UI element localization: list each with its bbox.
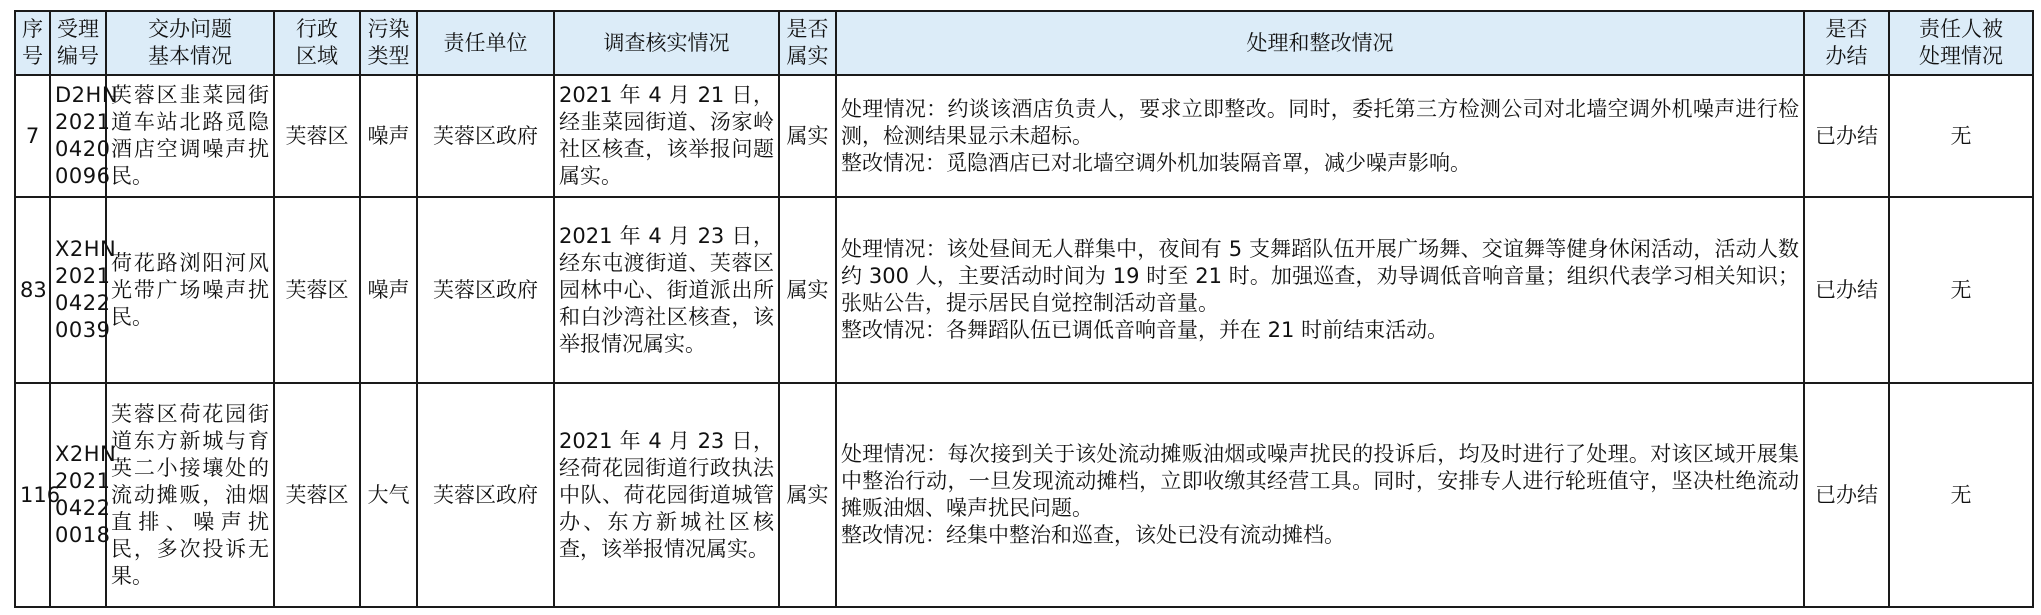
cell-handling: [836, 197, 1804, 383]
cell-investigation: 2021 年 4 月 21 日，经韭菜园街道、汤家岭社区核查，该举报问题属实。: [554, 75, 779, 197]
cell-issue: 芙蓉区荷花园街道东方新城与育英二小接壤处的流动摊贩，油烟直排、噪声扰民，多次投诉无果。: [106, 383, 274, 607]
cell-index: 83: [15, 197, 50, 383]
cell-truth: 属实: [779, 197, 836, 383]
table-row: [15, 197, 2033, 383]
header-case-id: 受理 编号: [50, 11, 106, 75]
cell-penalty: 无: [1889, 383, 2033, 607]
cell-pollution-type: 噪声: [360, 197, 417, 383]
cell-district: 芙蓉区: [274, 75, 360, 197]
table-row: [15, 383, 2033, 607]
header-handling: 处理和整改情况: [836, 11, 1804, 75]
rectification-text: 整改情况：觅隐酒店已对北墙空调外机加装隔音罩，减少噪声影响。: [841, 150, 1471, 175]
cell-closed: 已办结: [1804, 383, 1889, 607]
header-index: 序 号: [15, 11, 50, 75]
handling-text: 处理情况：约谈该酒店负责人，要求立即整改。同时，委托第三方检测公司对北墙空调外机噪声进行检测，检测结果显示未超标。: [841, 96, 1799, 148]
cell-penalty: 无: [1889, 197, 2033, 383]
cell-truth: 属实: [779, 75, 836, 197]
header-penalty: 责任人被 处理情况: [1889, 11, 2033, 75]
cell-district: 芙蓉区: [274, 383, 360, 607]
handling-text: 处理情况：该处昼间无人群集中，夜间有 5 支舞蹈队伍开展广场舞、交谊舞等健身休闲活动，活动人数约 300 人，主要活动时间为 19 时至 21 时。加强巡查，劝导调低音响音量；组织代表学习相关知识；张贴公告，提示居民自觉控制活动音量。: [841, 237, 1799, 315]
cell-investigation: 2021 年 4 月 23 日，经荷花园街道行政执法中队、荷花园街道城管办、东方新城社区核查，该举报情况属实。: [554, 383, 779, 607]
cell-responsible-unit: 芙蓉区政府: [417, 75, 554, 197]
table-header-row: [15, 11, 2033, 75]
cell-handling: [836, 75, 1804, 197]
cell-index: 116: [15, 383, 50, 607]
cell-index: 7: [15, 75, 50, 197]
cell-responsible-unit: 芙蓉区政府: [417, 197, 554, 383]
cell-investigation: 2021 年 4 月 23 日，经东屯渡街道、芙蓉区园林中心、街道派出所和白沙湾社区核查，该举报情况属实。: [554, 197, 779, 383]
cell-pollution-type: 大气: [360, 383, 417, 607]
header-investigation: 调查核实情况: [554, 11, 779, 75]
header-responsible-unit: 责任单位: [417, 11, 554, 75]
header-issue: 交办问题 基本情况: [106, 11, 274, 75]
cell-district: 芙蓉区: [274, 197, 360, 383]
header-district: 行政 区域: [274, 11, 360, 75]
cell-case-id: X2HN 2021 0422 0039: [50, 197, 106, 383]
cell-handling: [836, 383, 1804, 607]
cell-closed: 已办结: [1804, 75, 1889, 197]
cell-penalty: 无: [1889, 75, 2033, 197]
header-closed: 是否 办结: [1804, 11, 1889, 75]
handling-text: 处理情况：每次接到关于该处流动摊贩油烟或噪声扰民的投诉后，均及时进行了处理。对该区域开展集中整治行动，一旦发现流动摊档，立即收缴其经营工具。同时，安排专人进行轮班值守，坚决杜绝流动摊贩油烟、噪声扰民问题。: [841, 442, 1799, 520]
cell-case-id: X2HN 2021 0422 0018: [50, 383, 106, 607]
header-truth: 是否 属实: [779, 11, 836, 75]
table-row: [15, 75, 2033, 197]
rectification-text: 整改情况：经集中整治和巡查，该处已没有流动摊档。: [841, 523, 1345, 547]
rectification-text: 整改情况：各舞蹈队伍已调低音响音量，并在 21 时前结束活动。: [841, 318, 1449, 342]
cell-case-id: D2HN 2021 0420 0096: [50, 75, 106, 197]
cell-closed: 已办结: [1804, 197, 1889, 383]
cell-responsible-unit: 芙蓉区政府: [417, 383, 554, 607]
cell-truth: 属实: [779, 383, 836, 607]
cell-issue: 荷花路浏阳河风光带广场噪声扰民。: [106, 197, 274, 383]
cell-issue: 芙蓉区韭菜园街道车站北路觅隐酒店空调噪声扰民。: [106, 75, 274, 197]
case-table: [14, 10, 2034, 608]
cell-pollution-type: 噪声: [360, 75, 417, 197]
header-pollution-type: 污染 类型: [360, 11, 417, 75]
